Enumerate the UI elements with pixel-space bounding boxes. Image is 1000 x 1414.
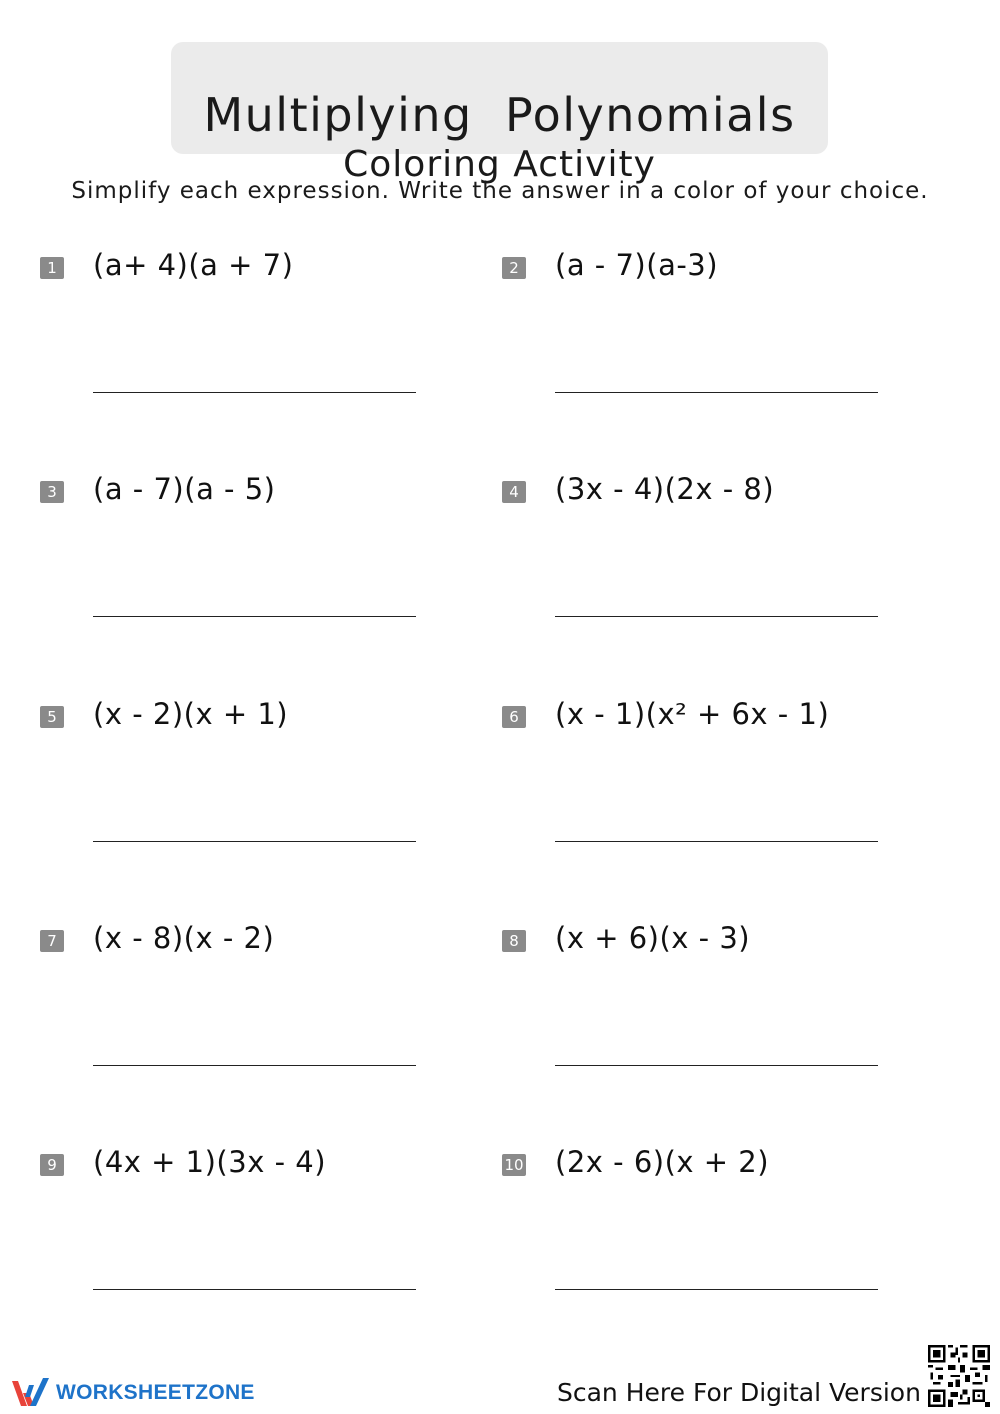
problem-7: [40, 921, 460, 1087]
problem-number-badge: 1: [40, 257, 64, 279]
problem-number-badge: 2: [502, 257, 526, 279]
problem-6: [502, 697, 922, 863]
answer-line[interactable]: [93, 841, 416, 842]
problem-number-badge: 10: [502, 1154, 526, 1176]
problem-3: [40, 472, 460, 638]
problem-9: [40, 1145, 460, 1311]
instructions: Simplify each expression. Write the answer in a color of your choice.: [71, 178, 929, 204]
problem-expression: (x - 1)(x² + 6x - 1): [555, 697, 830, 731]
problem-number-badge: 3: [40, 481, 64, 503]
problem-expression: (x - 8)(x - 2): [93, 921, 275, 955]
problem-expression: (a+ 4)(a + 7): [93, 248, 294, 282]
problem-number-badge: 7: [40, 930, 64, 952]
title-box: [171, 42, 828, 185]
answer-line[interactable]: [555, 392, 878, 393]
page-subtitle: Coloring Activity: [343, 144, 656, 185]
problem-5: [40, 697, 460, 863]
problem-2: [502, 248, 922, 414]
problem-8: [502, 921, 922, 1087]
problem-number-badge: 6: [502, 706, 526, 728]
worksheetzone-w-icon: [10, 1375, 52, 1411]
answer-line[interactable]: [555, 841, 878, 842]
answer-line[interactable]: [555, 1065, 878, 1066]
problem-expression: (4x + 1)(3x - 4): [93, 1145, 327, 1179]
problem-10: [502, 1145, 922, 1311]
problem-expression: (3x - 4)(2x - 8): [555, 472, 775, 506]
problem-number-badge: 9: [40, 1154, 64, 1176]
problem-number-badge: 8: [502, 930, 526, 952]
problem-expression: (a - 7)(a - 5): [93, 472, 276, 506]
problem-number-badge: 4: [502, 481, 526, 503]
problem-expression: (a - 7)(a-3): [555, 248, 719, 282]
problem-1: [40, 248, 460, 414]
problem-number-badge: 5: [40, 706, 64, 728]
scan-here-text: Scan Here For Digital Version: [557, 1378, 921, 1407]
problem-4: [502, 472, 922, 638]
answer-line[interactable]: [93, 1289, 416, 1290]
problem-expression: (x - 2)(x + 1): [93, 697, 289, 731]
answer-line[interactable]: [555, 1289, 878, 1290]
logo-text: WORKSHEETZONE: [56, 1381, 255, 1404]
problem-expression: (2x - 6)(x + 2): [555, 1145, 770, 1179]
answer-line[interactable]: [93, 392, 416, 393]
page-title: Multiplying Polynomials: [203, 88, 796, 142]
problem-expression: (x + 6)(x - 3): [555, 921, 751, 955]
qr-code-icon[interactable]: [928, 1345, 990, 1407]
answer-line[interactable]: [93, 616, 416, 617]
answer-line[interactable]: [555, 616, 878, 617]
answer-line[interactable]: [93, 1065, 416, 1066]
